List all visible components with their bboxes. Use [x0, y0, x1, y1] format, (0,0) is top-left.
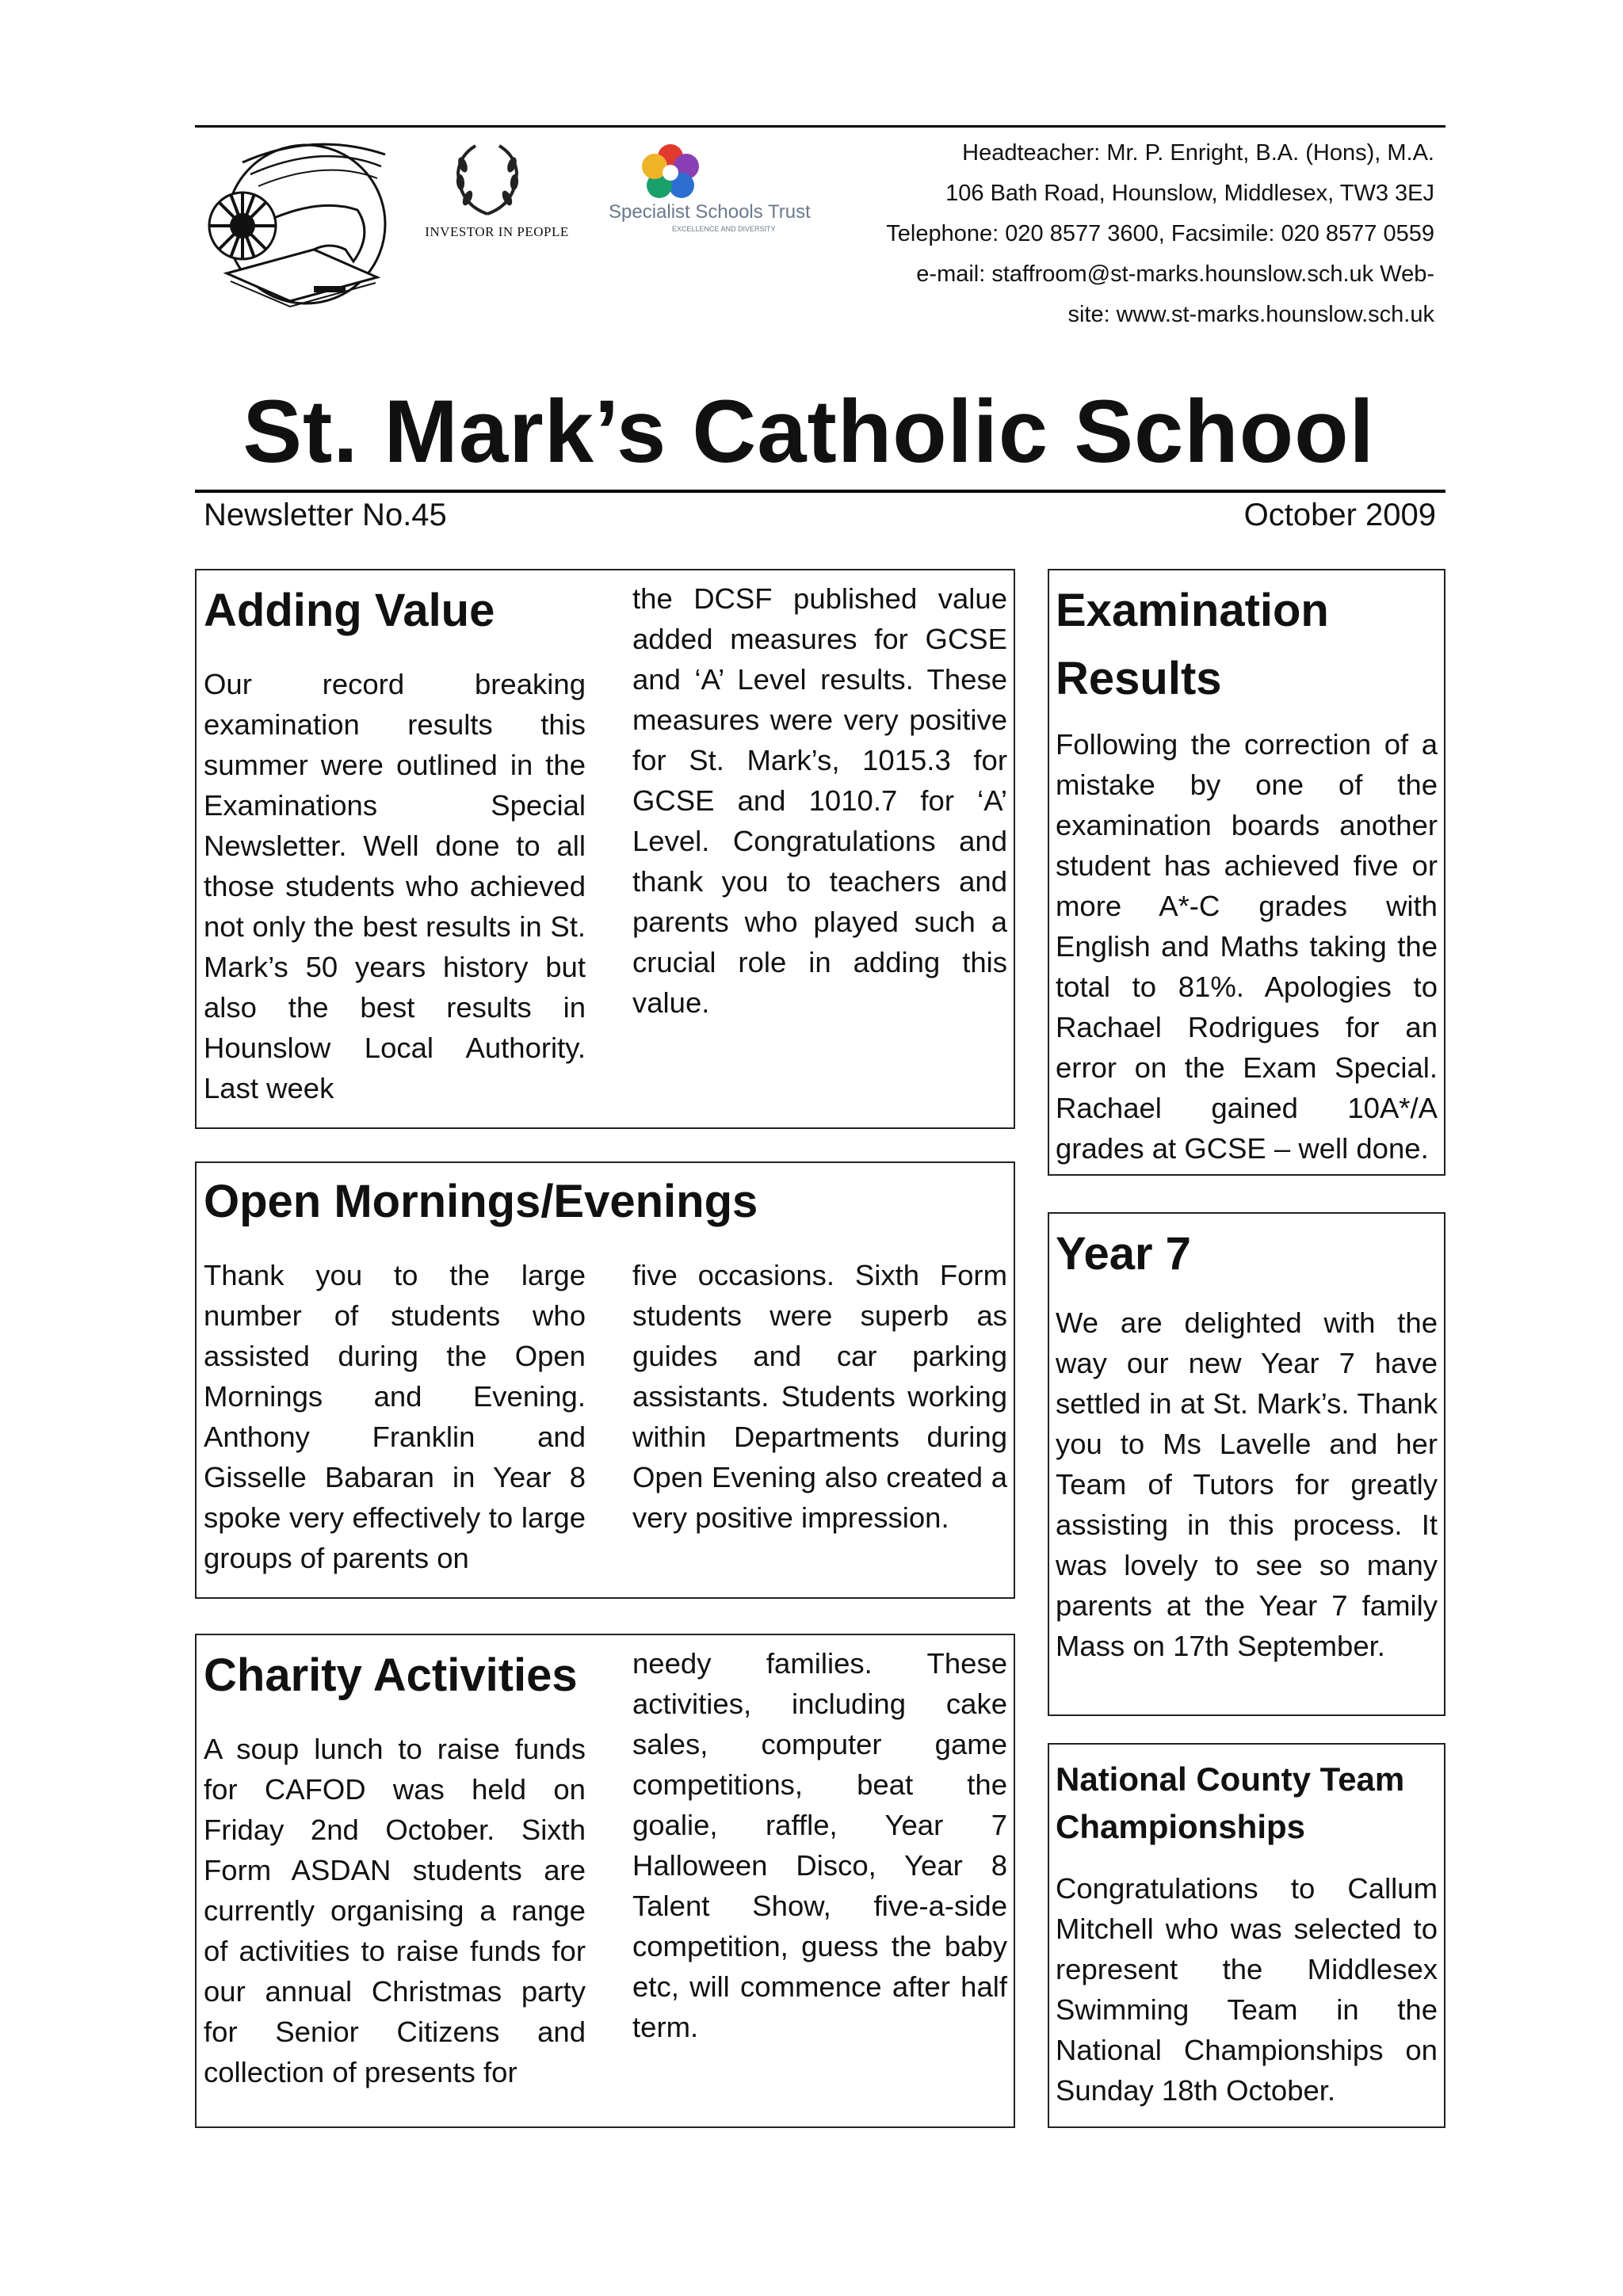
open-mornings-heading: Open Mornings/Evenings — [204, 1176, 758, 1227]
contact-block — [792, 133, 1434, 335]
exam-results-heading-line2: Results — [1056, 653, 1222, 704]
specialist-schools-trust-flower-icon — [634, 141, 707, 204]
website-line: site: www.st-marks.hounslow.sch.uk — [1067, 302, 1434, 327]
exam-results-heading-line1: Examination — [1056, 585, 1329, 636]
open-mornings-col1: Thank you to the large number of students who assisted during the Open Mornings and Evening. Anthony Franklin and Gisselle Babaran in Year 8 spoke very effectively to large groups of parents on — [204, 1259, 586, 1574]
specialist-schools-trust-name: Specialist Schools Trust — [609, 201, 811, 223]
adding-value-heading: Adding Value — [204, 585, 495, 636]
national-county-body: Congratulations to Callum Mitchell who was selected to represent the Middlesex Swimming Team in the National Championships on Sunday 18th October. — [1056, 1872, 1438, 2107]
charity-col1: A soup lunch to raise funds for CAFOD was held on Friday 2nd October. Sixth Form ASDAN students are currently organising a range of activities to raise funds for our annual Christmas party for Senior Citizens and collection of presents for — [204, 1733, 586, 2088]
charity-col2: needy families. These activities, including cake sales, computer game competitions, beat the goalie, raffle, Year 7 Halloween Disco, Year 8 Talent Show, five-a-side competition, guess the baby etc, will commence after half term. — [632, 1647, 1007, 2043]
adding-value-col1: Our record breaking examination results this summer were outlined in the Examinations Special Newsletter. Well done to all those students who achieved not only the best results in St. Mark’s 50 years history but also the best results in Hounslow Local Authority. Last week — [204, 668, 586, 1104]
email-line: e-mail: staffroom@st-marks.hounslow.sch.uk Web- — [916, 261, 1434, 287]
year7-body: We are delighted with the way our new Year 7 have settled in at St. Mark’s. Thank you to Ms Lavelle and her Team of Tutors for greatly assisting in this process. It was lovely to see so many parents at the Year 7 family Mass on 17th September. — [1056, 1306, 1438, 1662]
issue-date: October 2009 — [1243, 498, 1436, 532]
top-rule — [195, 125, 1445, 128]
address-line: 106 Bath Road, Hounslow, Middlesex, TW3 3EJ — [945, 181, 1434, 206]
adding-value-col2: the DCSF published value added measures for GCSE and ‘A’ Level results. These measures were very positive for St. Mark’s, 1015.3 for GCSE and 1010.7 for ‘A’ Level. Congratulations and thank you to teachers and parents who played such a crucial role in adding this value. — [632, 582, 1007, 1019]
school-crest-logo — [195, 131, 393, 313]
page-title: St. Mark’s Catholic School — [242, 382, 1375, 481]
national-county-heading-line1: National County Team — [1056, 1760, 1405, 1798]
newsletter-number: Newsletter No.45 — [204, 498, 447, 532]
investor-in-people-caption: INVESTOR IN PEOPLE — [425, 224, 569, 239]
charity-heading: Charity Activities — [204, 1650, 578, 1701]
specialist-schools-trust-tagline: EXCELLENCE AND DIVERSITY — [672, 225, 776, 233]
exam-results-body: Following the correction of a mistake by one of the examination boards another student has achieved five or more A*-C grades with English and Maths taking the total to 81%. Apologies to Rachael Rodrigues for an error on the Exam Special. Rachael gained 10A*/A grades at GCSE – well done. — [1056, 728, 1438, 1165]
investor-in-people-wreath-icon — [452, 141, 523, 220]
open-mornings-col2: five occasions. Sixth Form students were superb as guides and car parking assistants. Students working within Departments during Open Evening also created a very positive impression. — [632, 1259, 1007, 1534]
national-county-heading-line2: Championships — [1056, 1808, 1306, 1845]
headteacher-line: Headteacher: Mr. P. Enright, B.A. (Hons), M.A. — [962, 140, 1434, 166]
year7-heading: Year 7 — [1056, 1228, 1191, 1280]
telephone-line: Telephone: 020 8577 3600, Facsimile: 020 8577 0559 — [886, 221, 1434, 246]
